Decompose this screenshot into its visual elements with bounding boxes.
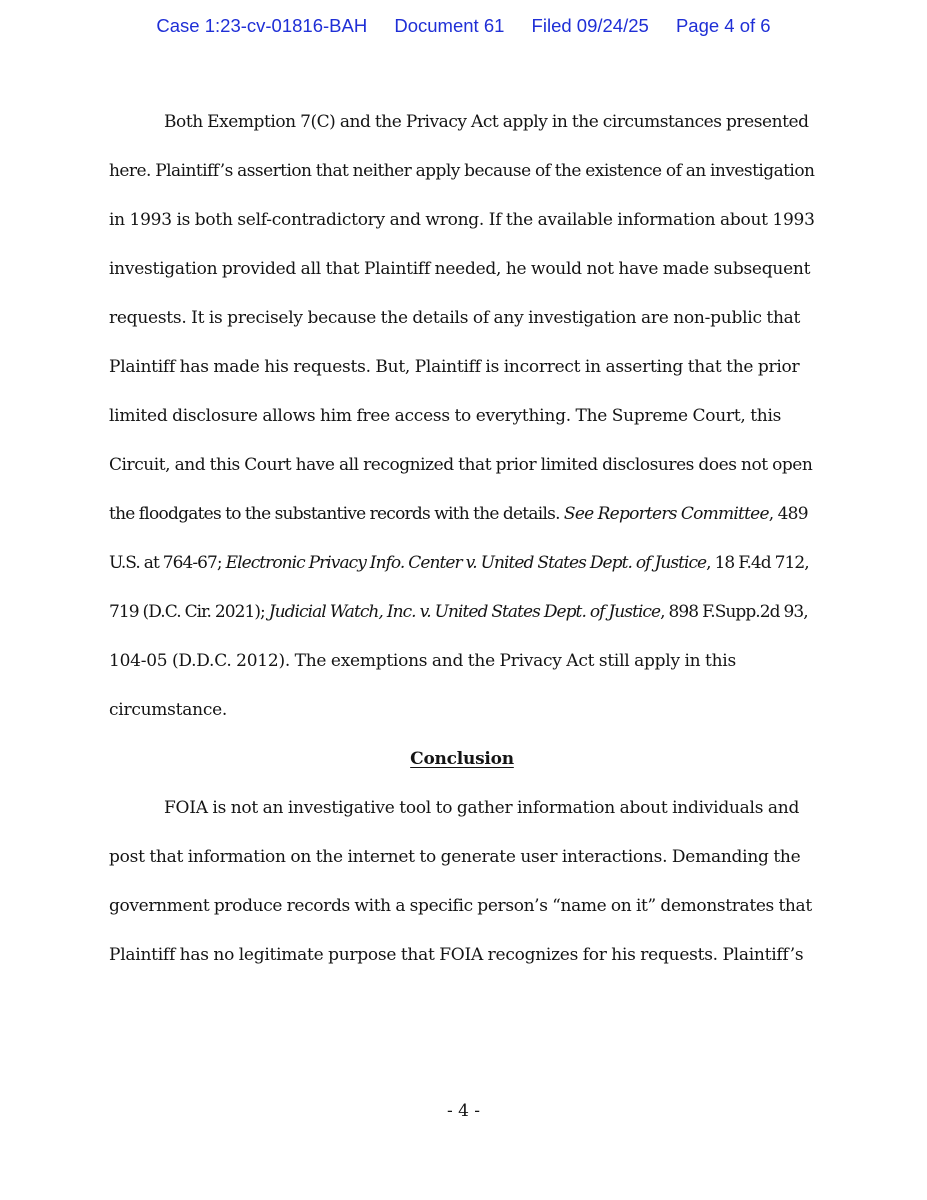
document-number: Document 61	[394, 15, 505, 36]
text-line: requests. It is precisely because the details of any investigation are non-public that	[109, 308, 801, 328]
page-indicator: Page 4 of 6	[675, 15, 771, 36]
text-segment: the floodgates to the substantive records with the details.	[109, 504, 564, 524]
case-citation: Judicial Watch, Inc. v. United States Dept. of Justice	[268, 602, 661, 622]
text-line: limited disclosure allows him free access to everything. The Supreme Court, this	[109, 406, 782, 426]
text-line	[109, 539, 815, 588]
text-line: investigation provided all that Plaintiff needed, he would not have made subsequent	[109, 259, 811, 279]
text-line: Circuit, and this Court have all recognized that prior limited disclosures does not open	[109, 455, 813, 475]
document-body	[109, 98, 815, 980]
text-line: in 1993 is both self-contradictory and wrong. If the available information about 1993	[109, 210, 815, 230]
text-line: here. Plaintiff’s assertion that neither apply because of the existence of an investigation	[109, 161, 815, 181]
text-line: Plaintiff has no legitimate purpose that FOIA recognizes for his requests. Plaintiff’s	[109, 945, 804, 965]
text-line: Both Exemption 7(C) and the Privacy Act apply in the circumstances presented	[164, 112, 809, 132]
text-line: 104-05 (D.D.C. 2012). The exemptions and the Privacy Act still apply in this	[109, 651, 736, 671]
text-segment: , 489	[768, 504, 808, 524]
text-line	[109, 588, 815, 637]
filed-date: Filed 09/24/25	[531, 15, 649, 36]
page-number: - 4 -	[446, 1101, 481, 1121]
text-line: post that information on the internet to generate user interactions. Demanding the	[109, 847, 801, 867]
text-line: circumstance.	[109, 700, 228, 720]
paragraph-conclusion	[109, 784, 815, 980]
text-segment: , 898 F.Supp.2d 93,	[660, 602, 808, 622]
text-line	[109, 490, 815, 539]
text-segment: U.S. at 764-67;	[109, 553, 226, 573]
text-segment: , 18 F.4d 712,	[706, 553, 809, 573]
section-heading-conclusion: Conclusion	[410, 749, 514, 769]
text-line: government produce records with a specific person’s “name on it” demonstrates that	[109, 896, 812, 916]
text-line: Plaintiff has made his requests. But, Plaintiff is incorrect in asserting that the prior	[109, 357, 800, 377]
case-citation: See Reporters Committee	[563, 504, 769, 524]
case-number: Case 1:23-cv-01816-BAH	[156, 15, 368, 36]
case-citation: Electronic Privacy Info. Center v. United States Dept. of Justice	[225, 553, 707, 573]
text-line: FOIA is not an investigative tool to gather information about individuals and	[164, 798, 800, 818]
text-segment: 719 (D.C. Cir. 2021);	[109, 602, 269, 622]
ecf-header	[0, 15, 927, 37]
paragraph-exemptions	[109, 98, 815, 735]
